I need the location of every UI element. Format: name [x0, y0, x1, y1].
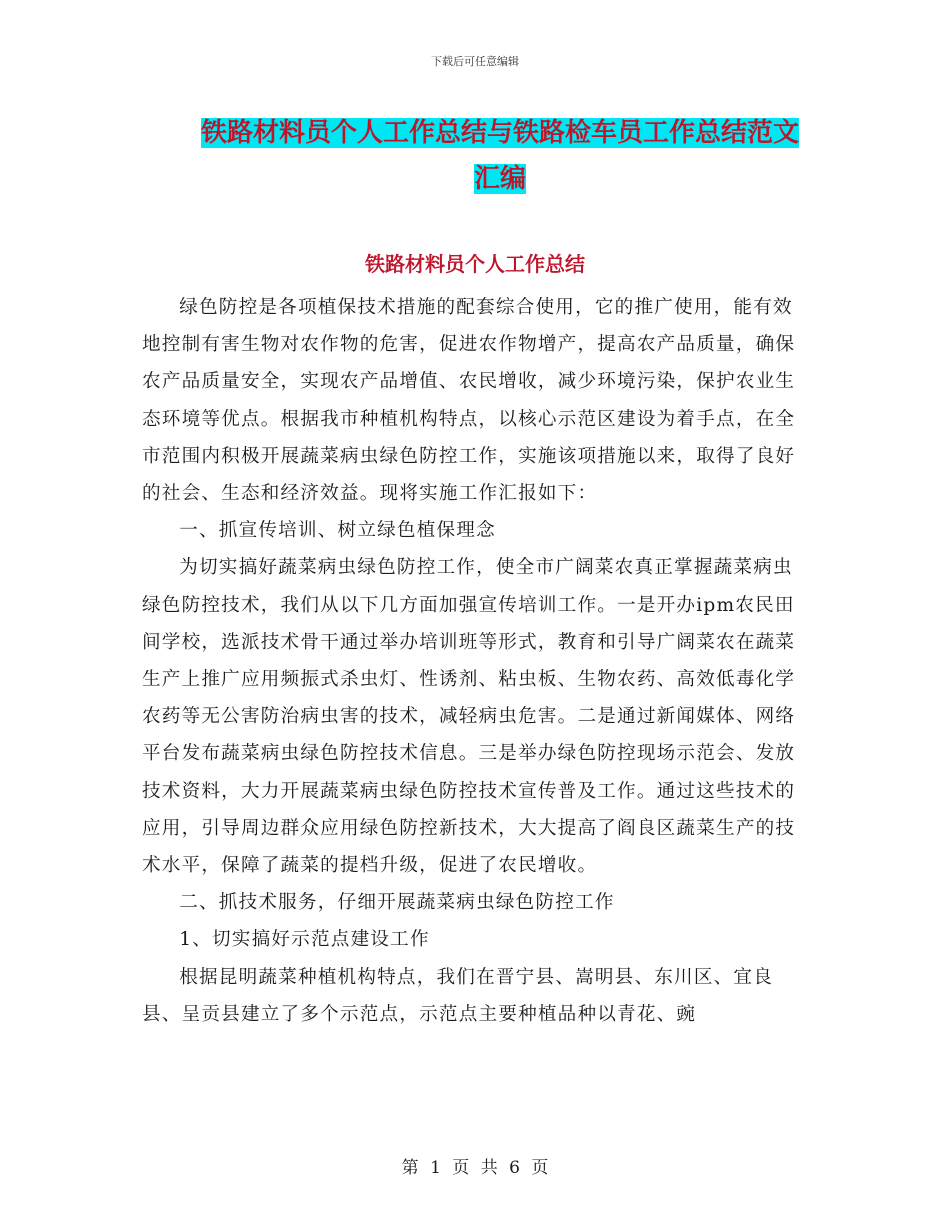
title-line-2: 汇编 [473, 164, 526, 194]
body-text [142, 289, 812, 1033]
paragraph-subsection-1: 根据昆明蔬菜种植机构特点，我们在晋宁县、嵩明县、东川区、宜良县、呈贡县建立了多个示范点，示范点主要种植品种以青花、豌 [142, 966, 774, 1025]
paragraph-section-1: 为切实搞好蔬菜病虫绿色防控工作，使全市广阔菜农真正掌握蔬菜病虫绿色防控技术，我们从以下几方面加强宣传培训工作。一是开办ipm农民田间学校，选派技术骨干通过举办培训班等形式，教育和引导广阔菜农在蔬菜生产上推广应用频振式杀虫灯、性诱剂、粘虫板、生物农药、高效低毒化学农药等无公害防治病虫害的技术，减轻病虫危害。二是通过新闻媒体、网络平台发布蔬菜病虫绿色防控技术信息。三是举办绿色防控现场示范会、发放技术资料，大力开展蔬菜病虫绿色防控技术宣传普及工作。通过这些技术的应用，引导周边群众应用绿色防控新技术，大大提高了阎良区蔬菜生产的技术水平，保障了蔬菜的提档升级，促进了农民增收。 [142, 557, 796, 877]
title-line-1: 铁路材料员个人工作总结与铁路检车员工作总结范文 [200, 118, 799, 148]
heading-subsection-1: 1、切实搞好示范点建设工作 [179, 929, 430, 951]
heading-section-1: 一、抓宣传培训、树立绿色植保理念 [179, 520, 496, 542]
heading-section-2: 二、抓技术服务，仔细开展蔬菜病虫绿色防控工作 [179, 892, 615, 914]
section-title: 铁路材料员个人工作总结 [365, 252, 585, 276]
paragraph-intro: 绿色防控是各项植保技术措施的配套综合使用，它的推广使用，能有效地控制有害生物对农作物的危害，促进农作物增产，提高农产品质量，确保农产品质量安全，实现农产品增值、农民增收，减少环境污染，保护农业生态环境等优点。根据我市种植机构特点，以核心示范区建设为着手点，在全市范围内积极开展蔬菜病虫绿色防控工作，实施该项措施以来，取得了良好的社会、生态和经济效益。现将实施工作汇报如下： [142, 297, 796, 505]
header-note: 下载后可任意编辑 [431, 55, 519, 68]
document-title [190, 110, 810, 202]
page-footer: 第 1 页 共 6 页 [401, 1158, 549, 1178]
